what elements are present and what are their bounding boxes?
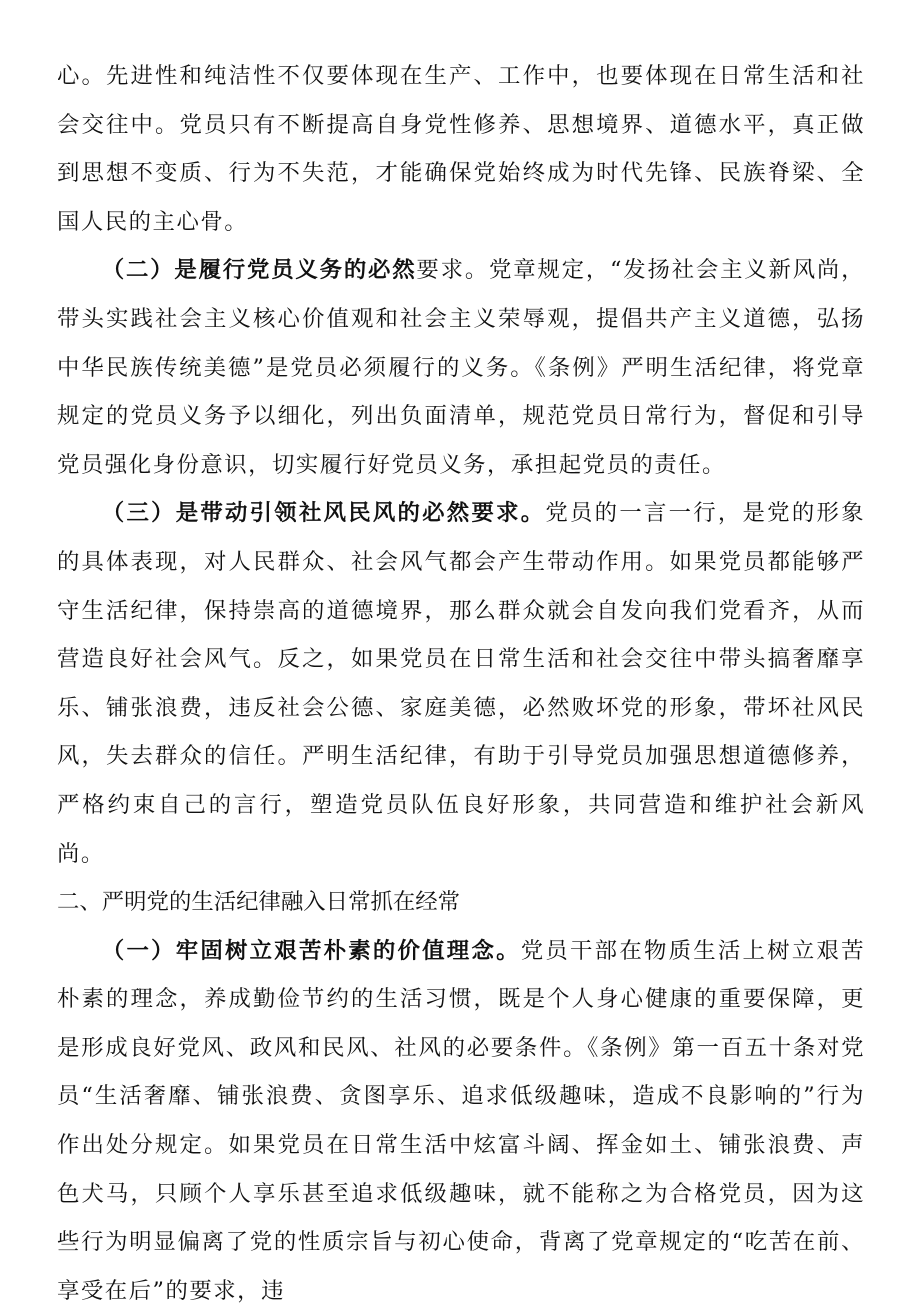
paragraph-2 [57,246,865,489]
section-heading [57,878,865,927]
document-body [57,52,865,1315]
section-heading-text: 二、严明党的生活纪律融入日常抓在经常 [57,889,461,916]
paragraph-4 [57,927,865,1315]
paragraph-3-lead: （三）是带动引领社风民风的必然要求。 [101,500,546,527]
paragraph-2-lead: （二）是履行党员义务的必然 [101,257,417,284]
paragraph-4-text: 党员干部在物质生活上树立艰苦朴素的理念，养成勤俭节约的生活习惯，既是个人身心健康的重要保障，更是形成良好党风、政风和民风、社风的必要条件。《条例》第一百五十条对党员“生活奢靡、铺张浪费、贪图享乐、追求低级趣味，造成不良影响的”行为作出处分规定。如果党员在日常生活中炫富斗阔、挥金如土、铺张浪费、声色犬马，只顾个人享乐甚至追求低级趣味，就不能称之为合格党员，因为这些行为明显偏离了党的性质宗旨与初心使命，背离了党章规定的“吃苦在前、享受在后”的要求，违 [57,937,866,1304]
paragraph-3-text: 党员的一言一行，是党的形象的具体表现，对人民群众、社会风气都会产生带动作用。如果党员都能够严守生活纪律，保持崇高的道德境界，那么群众就会自发向我们党看齐，从而营造良好社会风气。反之，如果党员在日常生活和社会交往中带头搞奢靡享乐、铺张浪费，违反社会公德、家庭美德，必然败坏党的形象，带坏社风民风，失去群众的信任。严明生活纪律，有助于引导党员加强思想道德修养，严格约束自己的言行，塑造党员队伍良好形象，共同营造和维护社会新风尚。 [57,500,866,867]
paragraph-2-text: 要求。党章规定，“发扬社会主义新风尚，带头实践社会主义核心价值观和社会主义荣辱观，提倡共产主义道德，弘扬中华民族传统美德”是党员必须履行的义务。《条例》严明生活纪律，将党章规定的党员义务予以细化，列出负面清单，规范党员日常行为，督促和引导党员强化身份意识，切实履行好党员义务，承担起党员的责任。 [57,257,865,478]
paragraph-3 [57,489,865,878]
paragraph-1-text: 心。先进性和纯洁性不仅要体现在生产、工作中，也要体现在日常生活和社会交往中。党员只有不断提高自身党性修养、思想境界、道德水平，真正做到思想不变质、行为不失范，才能确保党始终成为时代先锋、民族脊梁、全国人民的主心骨。 [57,63,865,235]
paragraph-1 [57,52,865,246]
paragraph-4-lead: （一）牢固树立艰苦朴素的价值理念。 [101,937,521,964]
